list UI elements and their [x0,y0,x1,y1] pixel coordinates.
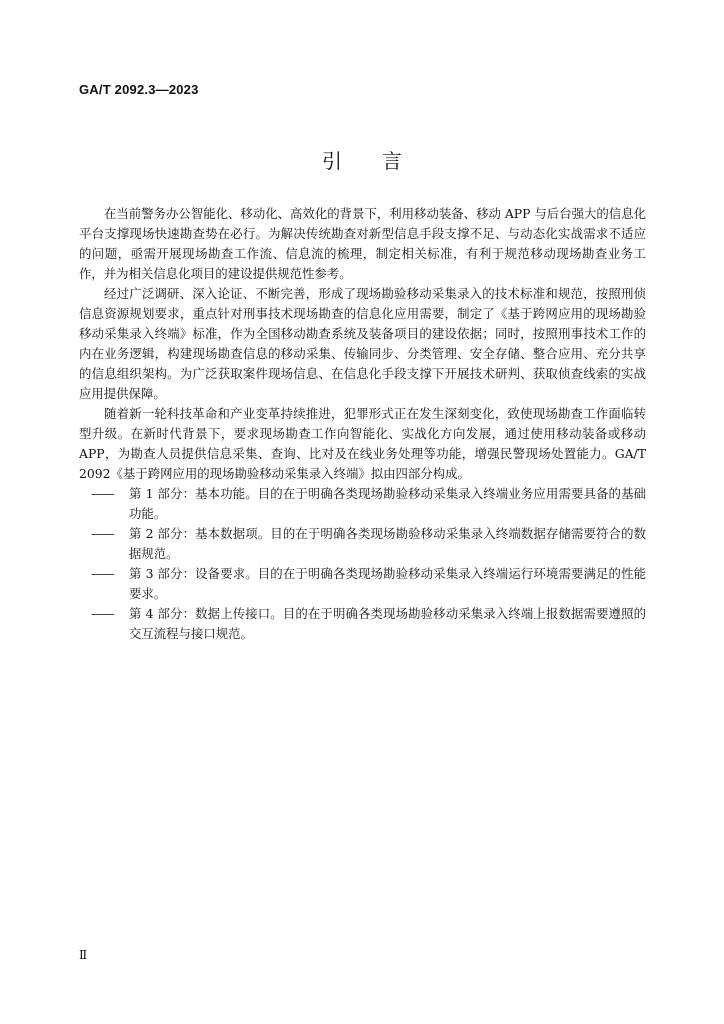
list-item [79,484,646,524]
list-item [79,564,646,604]
list-item-text: 第 3 部分：设备要求。目的在于明确各类现场勘验移动采集录入终端运行环境需要满足的性能要求。 [129,566,646,601]
document-code: GA/T 2092.3—2023 [79,82,199,97]
body-text [79,204,646,644]
page-number: Ⅱ [79,948,88,962]
list-item [79,524,646,564]
list-dash: —— [91,526,114,541]
list-dash: —— [91,566,114,581]
list-item [79,604,646,644]
paragraph: 随着新一轮科技革命和产业变革持续推进，犯罪形式正在发生深刻变化，致使现场勘查工作面临转型升级。在新时代背景下，要求现场勘查工作向智能化、实战化方向发展，通过使用移动装备或移动 APP，为勘查人员提供信息采集、查询、比对及在线业务处理等功能，增强民警现场处置能力。GA/T 2092《基于跨网应用的现场勘验移动采集录入终端》拟由四部分构成。 [79,406,646,481]
list-dash: —— [91,606,114,621]
list-item-text: 第 4 部分：数据上传接口。目的在于明确各类现场勘验移动采集录入终端上报数据需要遵照的交互流程与接口规范。 [129,606,646,641]
list-dash: —— [91,486,114,501]
list-item-text: 第 1 部分：基本功能。目的在于明确各类现场勘验移动采集录入终端业务应用需要具备的基础功能。 [129,486,646,521]
list-item-text: 第 2 部分：基本数据项。目的在于明确各类现场勘验移动采集录入终端数据存储需要符合的数据规范。 [129,526,646,561]
page-title: 引言 [322,149,442,173]
paragraph: 在当前警务办公智能化、移动化、高效化的背景下，利用移动装备、移动 APP 与后台强大的信息化平台支撑现场快速勘查势在必行。为解决传统勘查对新型信息手段支撑不足、与动态化实战需求不适应的问题，亟需开展现场勘查工作流、信息流的梳理，制定相关标准，有利于规范移动现场勘查业务工作，并为相关信息化项目的建设提供规范性参考。 [79,206,646,281]
paragraph: 经过广泛调研、深入论证、不断完善，形成了现场勘验移动采集录入的技术标准和规范，按照刑侦信息资源规划要求，重点针对刑事技术现场勘查的信息化应用需要，制定了《基于跨网应用的现场勘验移动采集录入终端》标准，作为全国移动勘查系统及装备项目的建设依据；同时，按照刑事技术工作的内在业务逻辑，构建现场勘查信息的移动采集、传输同步、分类管理、安全存储、整合应用、充分共享的信息组织架构。为广泛获取案件现场信息、在信息化手段支撑下开展技术研判、获取侦查线索的实战应用提供保障。 [79,286,646,401]
